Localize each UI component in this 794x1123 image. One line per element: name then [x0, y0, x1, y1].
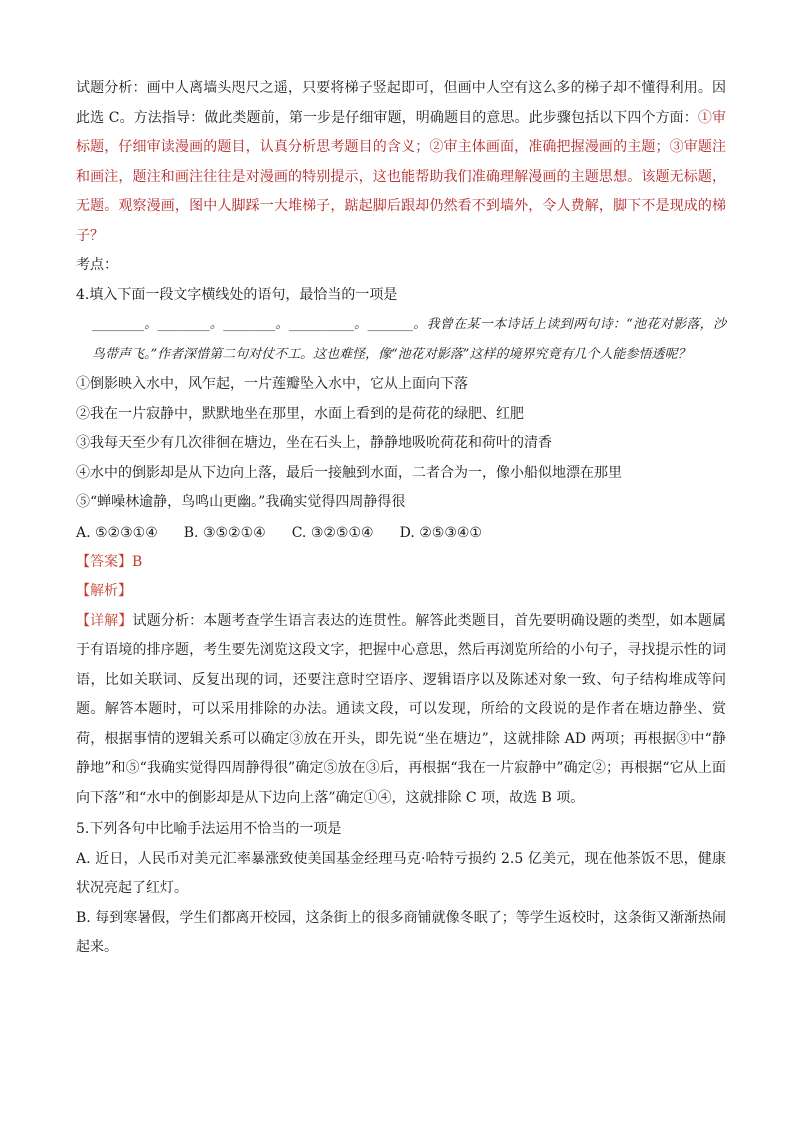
jiexi-label: 【解析】	[76, 583, 132, 599]
xiangjie-paragraph	[76, 607, 726, 814]
q5-option-a: A. 近日，人民币对美元汇率暴涨致使美国基金经理马克·哈特亏损约 2.5 亿美元，现在他茶饭不思，健康状况亮起了红灯。	[76, 850, 726, 896]
q4-item: ④水中的倒影却是从下边向上落，最后一接触到水面，二者合为一，像小船似地漂在那里	[76, 464, 622, 481]
answer-line	[76, 548, 726, 578]
answer-value: B	[132, 553, 143, 570]
q5-option-b: B. 每到寒暑假，学生们都离开校园，这条街上的很多商铺就像冬眠了；等学生返校时，这条街又渐渐热闹起来。	[76, 909, 726, 955]
q4-options	[76, 518, 726, 548]
q4-item: ②我在一片寂静中，默默地坐在那里，水面上看到的是荷花的绿肥、红肥	[76, 405, 524, 422]
prev-analysis-paragraph	[76, 74, 726, 251]
prev-analysis-text: 试题分析：画中人离墙头咫尺之遥，只要将梯子竖起即可，但画中人空有这么多的梯子却不懂得利用。因此选 C。方法指导：做此类题前，第一步是仔细审题，明确题目的意思。此步骤包括以下四个方面：	[76, 80, 726, 126]
prev-analysis-red-text: ①审标题，仔细审读漫画的题目，认真分析思考题目的含义；②审主体画面，准确把握漫画的主题；③审题注和画注，题注和画注往往是对漫画的特别提示，这也能帮助我们准确理解漫画的主题思想。该题无标题，无题。观察漫画，图中人脚踩一大堆梯子，踮起脚后跟却仍然看不到墙外，令人费解，脚下不是现成的梯子？	[76, 109, 726, 244]
xiangjie-text: 试题分析：本题考查学生语言表达的连贯性。解答此类题目，首先要明确设题的类型，如本题属于有语境的排序题，考生要先浏览这段文字，把握中心意思，然后再浏览所给的小句子，寻找提示性的词语，比如关联词、反复出现的词，还要注意时空语序、逻辑语序以及陈述对象一致、句子结构堆成等问题。解答本题时，可以采用排除的办法。通读文段，可以发现，所给的文段说的是作者在塘边静坐、赏荷，根据事情的逻辑关系可以确定③放在开头，即先说“坐在塘边”，这就排除 AD 两项；再根据③中“静静地”和⑤“我确实觉得四周静得很”确定⑤放在③后，再根据“我在一片寂静中”确定②；再根据“它从上面向下落”和“水中的倒影却是从下边向上落”确定①④，这就排除 C 项，故选 B 项。	[76, 612, 727, 806]
q4-title: 4.填入下面一段文字横线处的语句，最恰当的一项是	[76, 286, 398, 303]
q4-option-d: D. ②⑤③④①	[399, 524, 482, 541]
q4-items	[76, 370, 726, 518]
q4-option-a: A. ⑤②③①④	[76, 524, 158, 541]
answer-label: 【答案】	[76, 553, 132, 570]
q4-option-b: B. ③⑤②①④	[183, 524, 266, 541]
q4-passage: ________。________。________。__________。_______。我曾在某一本诗话上读到两句诗：“池花对影落，沙鸟带声飞。”作者深惜第二句对仗不工。这也难怪，像“池花对影落”这样的境界究竟有几个人能参悟透呢？	[92, 317, 726, 362]
document-page	[76, 74, 726, 963]
q4-item: ③我每天至少有几次徘徊在塘边，坐在石头上，静静地吸吮荷花和荷叶的清香	[76, 435, 552, 451]
q4-item: ①倒影映入水中，风乍起，一片莲瓣坠入水中，它从上面向下落	[76, 376, 468, 392]
kaodian-label: 考点：	[76, 257, 118, 273]
q5-title: 5.下列各句中比喻手法运用不恰当的一项是	[76, 821, 342, 837]
xiangjie-label: 【详解】	[76, 612, 133, 629]
q4-item: ⑤“蝉噪林逾静，鸟鸣山更幽。”我确实觉得四周静得很	[76, 494, 406, 510]
q4-option-c: C. ③②⑤①④	[291, 524, 374, 541]
